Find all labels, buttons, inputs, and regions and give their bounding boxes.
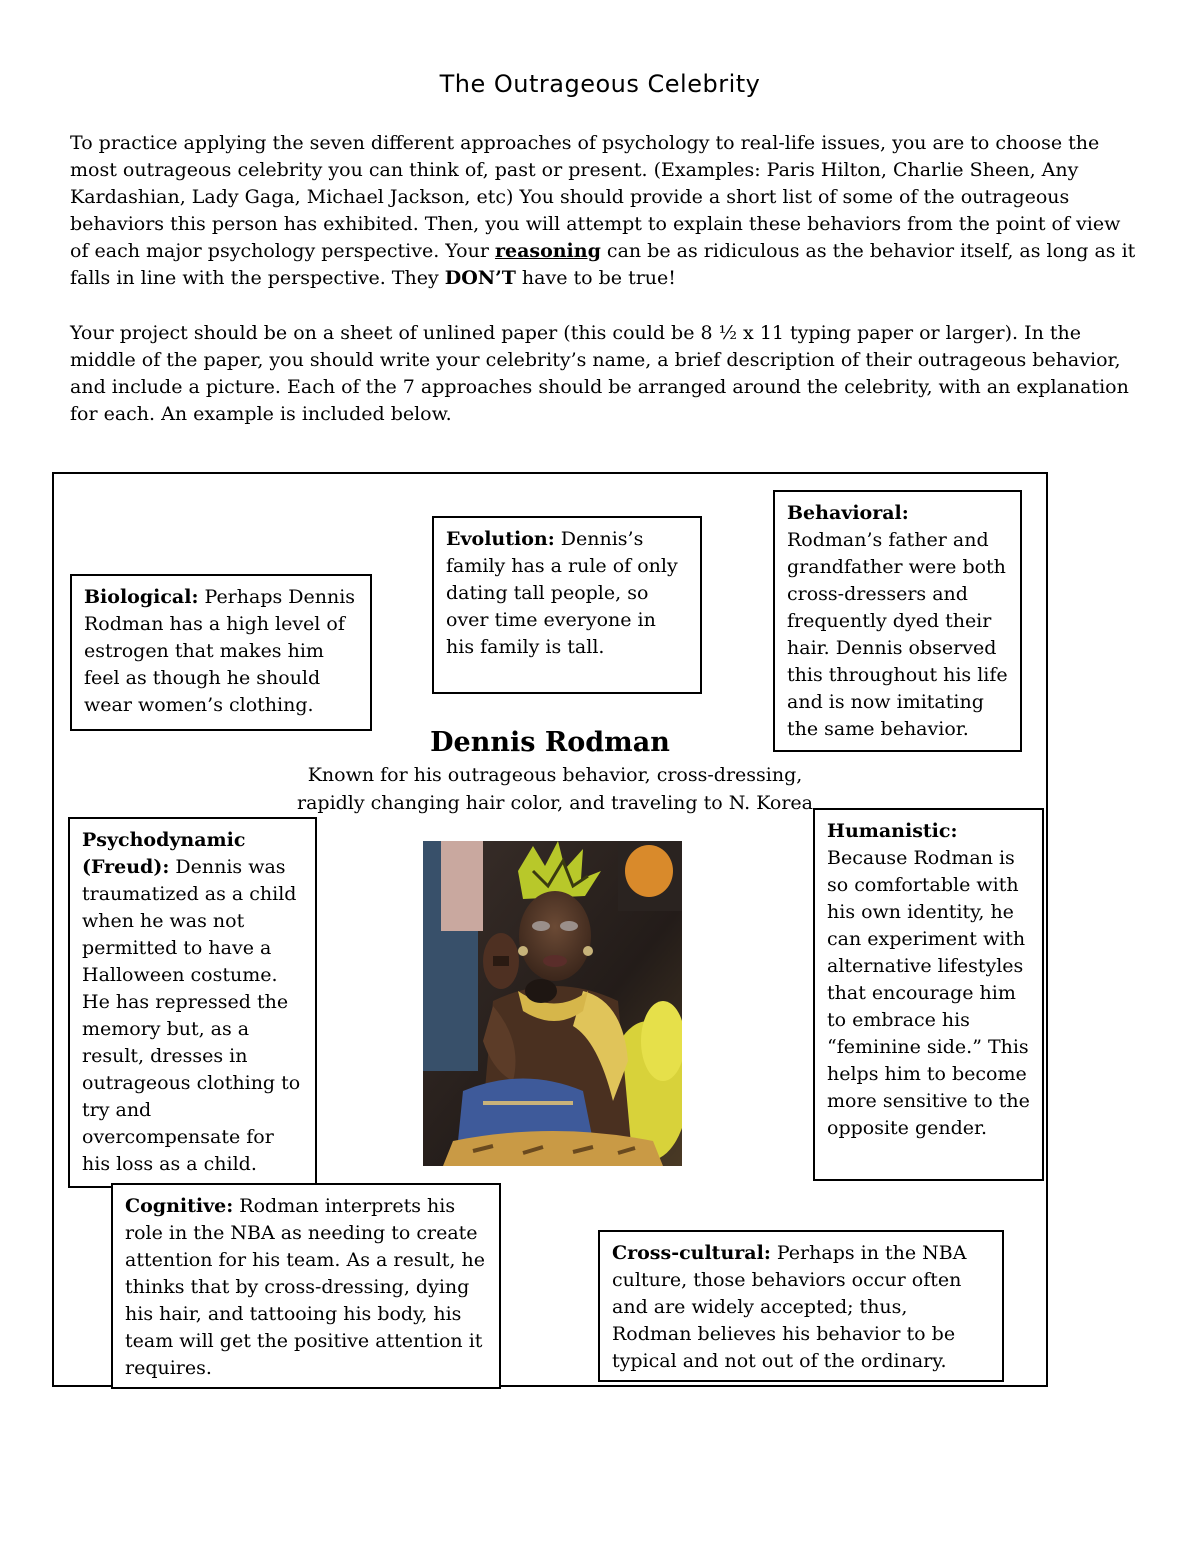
evolution-heading: Evolution: (446, 528, 555, 550)
celebrity-name: Dennis Rodman (430, 727, 670, 758)
humanistic-box (813, 808, 1044, 1181)
cross-cultural-heading: Cross-cultural: (612, 1242, 771, 1264)
behavioral-box (773, 490, 1022, 752)
celebrity-description: Known for his outrageous behavior, cross-dressing, rapidly changing hair color, and traveling to N. Korea (297, 764, 813, 814)
psychodynamic-box (68, 817, 317, 1188)
celebrity-photo (423, 841, 682, 1166)
intro-text-2: can be as ridiculous as the behavior itself, as long as it falls in line with the perspective. They (70, 240, 1136, 289)
cross-cultural-box (598, 1230, 1004, 1382)
humanistic-text: Because Rodman is so comfortable with his own identity, he can experiment with alternative lifestyles that encourage him to embrace his “feminine side.” This helps him to become more sensitive to the opposite gender. (827, 847, 1030, 1139)
cognitive-heading: Cognitive: (125, 1195, 234, 1217)
behavioral-heading: Behavioral: (787, 502, 909, 524)
psychodynamic-text: Dennis was traumatized as a child when he was not permitted to have a Halloween costume. He has repressed the memory but, as a result, dresses in outrageous clothing to try and overcompensate for his loss as a child. (82, 856, 301, 1175)
intro-text-1: To practice applying the seven different approaches of psychology to real-life issues, you are to choose the most outrageous celebrity you can think of, past or present. (Examples: Paris Hilton, Charlie Sheen, Any Kardashian, Lady Gaga, Michael Jackson, etc) You should provide a short list of some of the outrageous behaviors this person has exhibited. Then, you will attempt to explain these behaviors from the point of view of each major psychology perspective. Your (70, 132, 1121, 262)
humanistic-heading: Humanistic: (827, 820, 958, 842)
evolution-box (432, 516, 702, 694)
cognitive-text: Rodman interprets his role in the NBA as needing to create attention for his team. As a result, he thinks that by cross-dressing, dying his hair, and tattooing his body, his team will get the positive attention it requires. (125, 1195, 485, 1379)
page-title: The Outrageous Celebrity (439, 70, 761, 98)
biological-text: Perhaps Dennis Rodman has a high level of estrogen that makes him feel as though he should wear women’s clothing. (84, 586, 356, 716)
intro-emphasis-reasoning: reasoning (494, 240, 601, 262)
intro-text-3: have to be true! (515, 267, 676, 289)
psychodynamic-heading: Psychodynamic (Freud): (82, 829, 246, 878)
evolution-text: Dennis’s family has a rule of only dating tall people, so over time everyone in his family is tall. (446, 528, 678, 658)
intro-paragraph (70, 130, 1140, 292)
cross-cultural-text: Perhaps in the NBA culture, those behaviors occur often and are widely accepted; thus, Rodman believes his behavior to be typical and not out of the ordinary. (612, 1242, 967, 1372)
instructions-paragraph: Your project should be on a sheet of unlined paper (this could be 8 ½ x 11 typing paper or larger). In the middle of the paper, you should write your celebrity’s name, a brief description of their outrageous behavior, and include a picture. Each of the 7 approaches should be arranged around the celebrity, with an explanation for each. An example is included below. (70, 322, 1129, 425)
behavioral-text: Rodman’s father and grandfather were both cross-dressers and frequently dyed their hair. Dennis observed this throughout his life and is now imitating the same behavior. (787, 529, 1008, 740)
biological-heading: Biological: (84, 586, 199, 608)
intro-emphasis-dont: DON’T (444, 267, 516, 289)
biological-box (70, 574, 372, 731)
cognitive-box (111, 1183, 501, 1389)
